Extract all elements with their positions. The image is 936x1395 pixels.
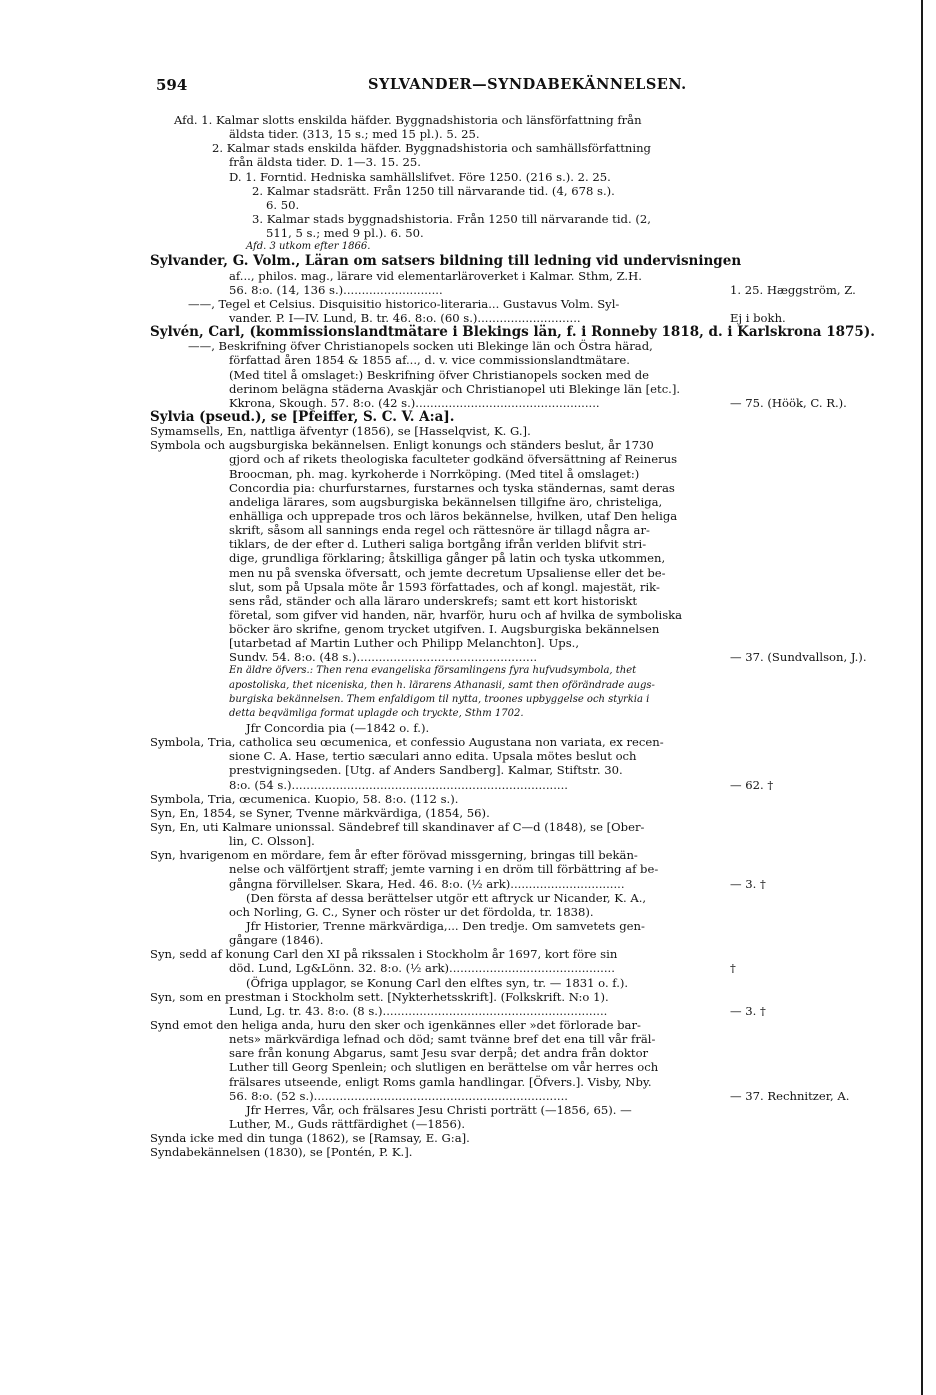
line-price: — 3. † — [730, 1003, 766, 1018]
catalog-line — [150, 353, 895, 367]
catalog-line — [150, 141, 895, 155]
catalog-line — [150, 1046, 895, 1060]
catalog-line — [150, 1145, 895, 1159]
line-text: men nu på svenska öfversatt, och jemte decretum Upsaliense eller det be- — [229, 565, 666, 580]
line-price: † — [730, 961, 736, 976]
line-price: — 62. † — [730, 777, 774, 792]
line-text: prestvigningseden. [Utg. af Anders Sandberg]. Kalmar, Stiftstr. 30. — [229, 763, 623, 778]
line-text: 6. 50. — [266, 197, 300, 212]
catalog-line — [150, 467, 895, 481]
line-text: nets» märkvärdiga lefnad och död; samt tvänne bref det ena till vår fräl- — [229, 1032, 656, 1047]
line-text: Symbola, Tria, œcumenica. Kuopio, 58. 8:o. (112 s.). — [150, 791, 459, 806]
catalog-line — [150, 566, 895, 580]
line-text: Sundv. 54. 8:o. (48 s.)................................................. — [229, 650, 538, 665]
catalog-line — [150, 877, 895, 891]
line-text: sens råd, ständer och alla läraro underskrefs; samt ett kort historiskt — [229, 593, 638, 608]
line-text: från äldsta tider. D. 1—3. 15. 25. — [229, 155, 421, 170]
line-text: Syn, som en prestman i Stockholm sett. [Nykterhetsskrift]. (Folkskrift. N:o 1). — [150, 989, 609, 1004]
catalog-line — [150, 297, 895, 311]
line-text: Jfr Historier, Trenne märkvärdiga,... Den tredje. Om samvetets gen- — [246, 919, 645, 934]
line-text: lin, C. Olsson]. — [229, 834, 315, 849]
line-text: nelse och välförtjent straff; jemte varning i en dröm till förbättring af be- — [229, 862, 659, 877]
catalog-line — [150, 325, 895, 339]
line-text: ——, Tegel et Celsius. Disquisitio historico-literaria... Gustavus Volm. Syl- — [188, 296, 620, 311]
catalog-line — [150, 198, 895, 212]
line-text: gångare (1846). — [229, 933, 324, 948]
line-text: (Den första af dessa berättelser utgör ett aftryck ur Nicander, K. A., — [246, 890, 647, 905]
catalog-line — [150, 537, 895, 551]
catalog-line — [150, 509, 895, 523]
catalog-line — [150, 834, 895, 848]
catalog-line — [150, 693, 895, 707]
catalog-line — [150, 848, 895, 862]
line-price: — 3. † — [730, 876, 766, 891]
line-text: företal, som gifver vid handen, när, hvarför, huru och af hvilka de symboliska — [229, 607, 683, 622]
page-edge-line — [921, 0, 923, 1395]
catalog-line — [150, 636, 895, 650]
catalog-line — [150, 650, 895, 664]
line-text: enhälliga och upprepade tros och läros bekännelse, hvilken, utaf Den heliga — [229, 508, 678, 523]
catalog-line — [150, 212, 895, 226]
catalog-line — [150, 664, 895, 678]
line-text: tiklars, de der efter d. Lutheri saliga bortgång ifrån verlden blifvit stri- — [229, 537, 647, 552]
line-text: [utarbetad af Martin Luther och Philipp Melanchton]. Ups., — [229, 636, 580, 651]
line-price: — 75. (Höök, C. R.). — [730, 395, 847, 410]
line-text: och Norling, G. C., Syner och röster ur det fördolda, tr. 1838). — [229, 904, 594, 919]
line-text: apostoliska, thet niceniska, then h. lärarens Athanasii, samt then oförändrade augs- — [229, 679, 655, 691]
line-text: detta beqvämliga format uplagde och tryckte, Sthm 1702. — [229, 707, 524, 719]
catalog-line — [150, 721, 895, 735]
catalog-line — [150, 495, 895, 509]
catalog-line — [150, 551, 895, 565]
line-text: 56. 8:o. (52 s.)..................................................................... — [229, 1088, 568, 1103]
line-text: författad åren 1854 & 1855 af..., d. v. vice commissionslandtmätare. — [229, 353, 630, 368]
line-text: Lund, Lg. tr. 43. 8:o. (8 s.)............................................................. — [229, 1003, 608, 1018]
catalog-line — [150, 707, 895, 721]
catalog-line — [150, 763, 895, 777]
catalog-line — [150, 226, 895, 240]
catalog-line — [150, 269, 895, 283]
catalog-line — [150, 1060, 895, 1074]
line-price: — 37. Rechnitzer, A. — [730, 1088, 850, 1103]
line-price: Ej i bokh. — [730, 310, 786, 325]
line-text: burgiska bekännelsen. Them enfaldigom til nytta, troones upbyggelse och styrkia i — [229, 693, 650, 705]
catalog-line — [150, 113, 895, 127]
catalog-line — [150, 523, 895, 537]
line-text: D. 1. Forntid. Hedniska samhällslifvet. Före 1250. (216 s.). 2. 25. — [229, 169, 611, 184]
line-text: Jfr Concordia pia (—1842 o. f.). — [246, 721, 430, 736]
line-text: Broocman, ph. mag. kyrkoherde i Norrköping. (Med titel å omslaget:) — [229, 466, 640, 481]
catalog-line — [150, 424, 895, 438]
line-text: Synd emot den heliga anda, huru den sker och igenkännes eller »det förlorade bar- — [150, 1018, 641, 1032]
line-price: 1. 25. Hæggström, Z. — [730, 282, 856, 297]
catalog-line — [150, 1131, 895, 1145]
line-text: frälsares utseende, enligt Roms gamla handlingar. [Öfvers.]. Visby, Nby. — [229, 1074, 652, 1089]
catalog-line — [150, 1103, 895, 1117]
line-text: (Öfriga upplagor, se Konung Carl den elftes syn, tr. — 1831 o. f.). — [246, 975, 629, 990]
line-text: af..., philos. mag., lärare vid elementarläroverket i Kalmar. Sthm, Z.H. — [229, 268, 642, 283]
line-text: Synda icke med din tunga (1862), se [Ramsay, E. G:a]. — [150, 1131, 470, 1146]
line-text: Syn, En, 1854, se Syner, Tvenne märkvärdiga, (1854, 56). — [150, 805, 490, 820]
catalog-line — [150, 1018, 895, 1032]
catalog-line — [150, 254, 895, 268]
line-text: Symamsells, En, nattliga äfventyr (1856), se [Hasselqvist, K. G.]. — [150, 424, 531, 439]
catalog-line — [150, 905, 895, 919]
catalog-line — [150, 452, 895, 466]
catalog-line — [150, 382, 895, 396]
line-text: gångna förvillelser. Skara, Hed. 46. 8:o. (½ ark)............................... — [229, 876, 625, 891]
catalog-line — [150, 170, 895, 184]
catalog-line — [150, 735, 895, 749]
line-text: En äldre öfvers.: Then rena evangeliska församlingens fyra hufvudsymbola, thet — [229, 665, 637, 677]
line-text: Jfr Herres, Vår, och frälsares Jesu Christi porträtt (—1856, 65). — — [246, 1102, 632, 1117]
line-text: Luther till Georg Spenlein; och slutligen en berättelse om vår herres och — [229, 1060, 659, 1075]
catalog-line — [150, 749, 895, 763]
line-text: sione C. A. Hase, tertio sæculari anno edita. Upsala mötes beslut och — [229, 749, 637, 764]
catalog-line — [150, 481, 895, 495]
line-text: slut, som på Upsala möte år 1593 författades, och af kongl. majestät, rik- — [229, 579, 660, 594]
line-text: Afd. 1. Kalmar slotts enskilda häfder. Byggnadshistoria och länsförfattning från — [174, 113, 642, 127]
line-text: Sylvia (pseud.), se [Pfeiffer, S. C. V. A:a]. — [150, 408, 455, 425]
line-text: dige, grundliga förklaring; åtskilliga gånger på latin och tyska utkommen, — [229, 551, 666, 566]
page-number: 594 — [156, 76, 188, 94]
line-text: Symbola, Tria, catholica seu œcumenica, et confessio Augustana non variata, ex recen- — [150, 735, 664, 750]
catalog-line — [150, 594, 895, 608]
line-text: Afd. 3 utkom efter 1866. — [246, 241, 371, 253]
catalog-line — [150, 240, 895, 254]
line-text: (Med titel å omslaget:) Beskrifning öfver Christianopels socken med de — [229, 367, 649, 382]
catalog-line — [150, 311, 895, 325]
line-text: Sylvén, Carl, (kommissionslandtmätare i Blekings län, f. i Ronneby 1818, d. i Karlskrona 1875). — [150, 324, 875, 341]
catalog-line — [150, 127, 895, 141]
catalog-line — [150, 608, 895, 622]
line-text: 8:o. (54 s.)........................................................................... — [229, 777, 568, 792]
line-price: — 37. (Sundvallson, J.). — [730, 650, 867, 665]
catalog-line — [150, 947, 895, 961]
line-text: äldsta tider. (313, 15 s.; med 15 pl.). 5. 25. — [229, 127, 480, 142]
catalog-line — [150, 933, 895, 947]
line-text: sare från konung Abgarus, samt Jesu svar derpå; det andra från doktor — [229, 1046, 649, 1061]
catalog-line — [150, 1032, 895, 1046]
line-text: böcker äro skrifne, genom trycket utgifven. I. Augsburgiska bekännelsen — [229, 622, 660, 637]
line-text: Symbola och augsburgiska bekännelsen. Enligt konungs och ständers beslut, år 1730 — [150, 438, 654, 453]
line-text: skrift, såsom all sannings enda regel och rättesnöre är tillagd några ar- — [229, 523, 650, 538]
line-text: Sylvander, G. Volm., Läran om satsers bildning till ledning vid undervisningen — [150, 253, 742, 270]
catalog-line — [150, 1117, 895, 1131]
catalog-line — [150, 961, 895, 975]
catalog-line — [150, 580, 895, 594]
catalog-line — [150, 778, 895, 792]
line-text: död. Lund, Lg&Lönn. 32. 8:o. (½ ark)............................................. — [229, 961, 615, 976]
catalog-line — [150, 438, 895, 452]
line-text: ——, Beskrifning öfver Christianopels socken uti Blekinge län och Östra härad, — [188, 339, 653, 354]
line-text: derinom belägna städerna Avaskjär och Christianopel uti Blekinge län [etc.]. — [229, 381, 681, 396]
line-text: Syn, sedd af konung Carl den XI på rikssalen i Stockholm år 1697, kort före sin — [150, 947, 618, 962]
line-text: gjord och af rikets theologiska faculteter godkänd öfversättning af Reinerus — [229, 452, 678, 467]
page-header — [156, 76, 716, 100]
catalog-line — [150, 792, 895, 806]
catalog-line — [150, 1089, 895, 1103]
catalog-line — [150, 622, 895, 636]
catalog-line — [150, 339, 895, 353]
catalog-line — [150, 820, 895, 834]
line-text: Syn, hvarigenom en mördare, fem år efter förövad missgerning, bringas till bekän- — [150, 848, 638, 863]
catalog-line — [150, 410, 895, 424]
line-text: vander. P. I—IV. Lund, B. tr. 46. 8:o. (60 s.)............................ — [229, 310, 581, 325]
line-text: Syndabekännelsen (1830), se [Pontén, P. K.]. — [150, 1145, 413, 1160]
catalog-line — [150, 1075, 895, 1089]
catalog-line — [150, 155, 895, 169]
line-text: Kkrona, Skough. 57. 8:o. (42 s.).................................................. — [229, 395, 600, 410]
catalog-line — [150, 862, 895, 876]
catalog-line — [150, 1004, 895, 1018]
line-text: Syn, En, uti Kalmare unionssal. Sändebref till skandinaver af C—d (1848), se [Ober- — [150, 820, 645, 835]
catalog-line — [150, 368, 895, 382]
catalog-line — [150, 184, 895, 198]
catalog-line — [150, 806, 895, 820]
catalog-line — [150, 990, 895, 1004]
line-text: Concordia pia: churfurstarnes, furstarnes och tyska ständernas, samt deras — [229, 480, 675, 495]
catalog-line — [150, 919, 895, 933]
running-head: SYLVANDER—SYNDABEKÄNNELSEN. — [368, 76, 687, 93]
catalog-line — [150, 283, 895, 297]
line-text: 511, 5 s.; med 9 pl.). 6. 50. — [266, 226, 424, 241]
line-text: Luther, M., Guds rättfärdighet (—1856). — [229, 1116, 466, 1131]
catalog-line — [150, 976, 895, 990]
line-text: 2. Kalmar stads enskilda häfder. Byggnadshistoria och samhällsförfattning — [212, 141, 651, 156]
catalog-line — [150, 396, 895, 410]
catalog-line — [150, 679, 895, 693]
line-text: 2. Kalmar stadsrätt. Från 1250 till närvarande tid. (4, 678 s.). — [252, 183, 615, 198]
line-text: andeliga lärares, som augsburgiska bekännelsen tillgifne äro, christeliga, — [229, 494, 663, 509]
catalog-line — [150, 891, 895, 905]
line-text: 3. Kalmar stads byggnadshistoria. Från 1250 till närvarande tid. (2, — [252, 211, 651, 226]
catalog-entries — [150, 113, 895, 1159]
line-text: 56. 8:o. (14, 136 s.)........................... — [229, 282, 443, 297]
